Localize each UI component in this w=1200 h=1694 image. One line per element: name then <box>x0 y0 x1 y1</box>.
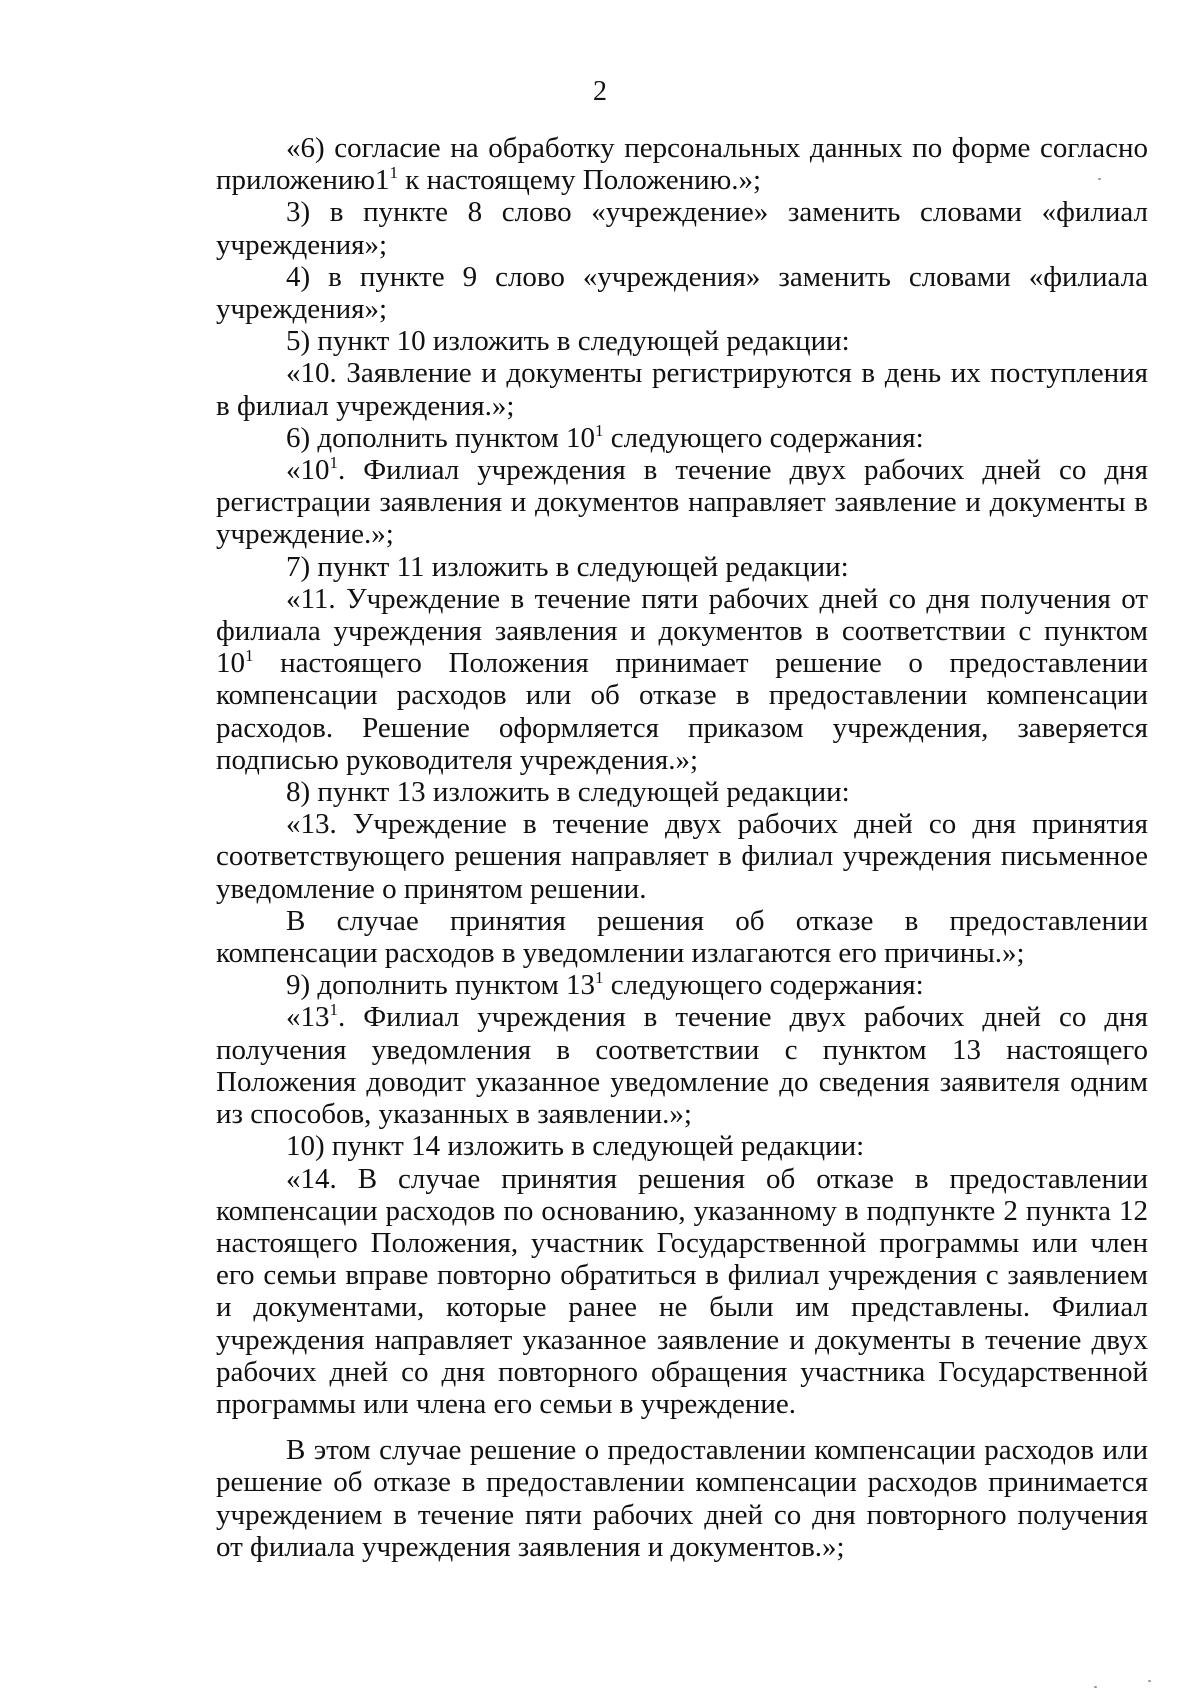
paragraph-clause-11 <box>216 583 1148 776</box>
scan-speck <box>1094 1686 1097 1688</box>
paragraph-text: 6) дополнить пунктом 10 <box>286 421 596 454</box>
paragraph-clause-10-1 <box>216 454 1148 551</box>
paragraph-text: настоящего Положения принимает решение о предоставлении компенсации расходов или об отказе в предоставлении компенсации расходов. Решение оформляется приказом учреждения, заверяется подписью руководителя учреждения.»; <box>216 647 1148 776</box>
paragraph-text: 8) пункт 13 изложить в следующей редакции: <box>286 776 850 809</box>
paragraph-text: «11. Учреждение в течение пяти рабочих дней со дня получения от филиала учреждения заявления и документов в соответствии с пунктом 10 <box>216 582 1148 680</box>
paragraph-6-consent <box>216 132 1148 196</box>
scan-speck <box>1098 178 1101 180</box>
paragraph-clause-13 <box>216 808 1148 905</box>
paragraph-item-3 <box>216 196 1148 260</box>
superscript-1: 1 <box>595 968 604 988</box>
superscript-1: 1 <box>329 1000 338 1020</box>
paragraph-clause-13-refusal <box>216 905 1148 969</box>
paragraph-item-6 <box>216 422 1148 454</box>
paragraph-item-4 <box>216 261 1148 325</box>
paragraph-text: «10 <box>286 454 330 487</box>
paragraph-item-8 <box>216 776 1148 808</box>
paragraph-item-5 <box>216 325 1148 357</box>
paragraph-text: следующего содержания: <box>603 421 924 454</box>
page-number: 2 <box>593 76 607 107</box>
paragraph-text: следующего содержания: <box>603 969 924 1002</box>
paragraph-item-9 <box>216 969 1148 1001</box>
paragraph-item-7 <box>216 551 1148 583</box>
paragraph-text: «10. Заявление и документы регистрируются в день их поступления в филиал учреждения.»; <box>216 357 1148 422</box>
paragraph-text: 7) пункт 11 изложить в следующей редакции: <box>286 550 849 583</box>
paragraph-text: к настоящему Положению.»; <box>398 164 762 197</box>
paragraph-text: . Филиал учреждения в течение двух рабочих дней со дня получения уведомления в соответствии с пунктом 13 настоящего Положения доводит указанное уведомление до сведения заявителя одним из способов, указанных в заявлении.»; <box>216 1001 1148 1131</box>
paragraph-text: 5) пункт 10 изложить в следующей редакции: <box>286 325 850 358</box>
paragraph-text: . Филиал учреждения в течение двух рабочих дней со дня регистрации заявления и документов направляет заявление и документы в учреждение.»; <box>216 454 1148 551</box>
paragraph-text: «13 <box>286 1001 330 1034</box>
paragraph-clause-14 <box>216 1163 1148 1421</box>
paragraph-clause-14-repeat <box>216 1434 1148 1563</box>
superscript-1: 1 <box>389 163 399 183</box>
paragraph-text: 4) в пункте 9 слово «учреждения» заменить словами «филиала учреждения»; <box>216 260 1148 326</box>
paragraph-clause-13-1 <box>216 1001 1148 1130</box>
paragraph-text: «6) согласие на обработку персональных данных по форме согласно приложению1 <box>216 132 1148 197</box>
paragraph-clause-10 <box>216 357 1148 421</box>
paragraph-text: 9) дополнить пунктом 13 <box>286 969 596 1002</box>
paragraph-text: В этом случае решение о предоставлении компенсации расходов или решение об отказе в предоставлении компенсации расходов принимается учреждением в течение пяти рабочих дней со дня повторного получения от филиала учреждения заявления и документов.»; <box>216 1434 1148 1563</box>
paragraph-text: В случае принятия решения об отказе в предоставлении компенсации расходов в уведомлении излагаются его причины.»; <box>216 904 1148 970</box>
superscript-1: 1 <box>245 646 254 666</box>
paragraph-item-10 <box>216 1130 1148 1162</box>
document-body <box>216 132 1148 1563</box>
paragraph-text: «13. Учреждение в течение двух рабочих дней со дня принятия соответствующего решения направляет в филиал учреждения письменное уведомление о принятом решении. <box>216 808 1148 905</box>
scan-speck <box>1148 1680 1151 1682</box>
paragraph-text: 10) пункт 14 изложить в следующей редакции: <box>286 1130 865 1163</box>
paragraph-text: «14. В случае принятия решения об отказе в предоставлении компенсации расходов по основанию, указанному в подпункте 2 пункта 12 настоящего Положения, участник Государственной программы или член его семьи вправе повторно обратиться в филиал учреждения с заявлением и документами, которые ранее не были им представлены. Филиал учреждения направляет указанное заявление и документы в течение двух рабочих дней со дня повторного обращения участника Государственной программы или члена его семьи в учреждение. <box>216 1162 1148 1420</box>
superscript-1: 1 <box>329 453 338 473</box>
superscript-1: 1 <box>595 420 604 440</box>
paragraph-text: 3) в пункте 8 слово «учреждение» заменить словами «филиал учреждения»; <box>216 196 1148 261</box>
